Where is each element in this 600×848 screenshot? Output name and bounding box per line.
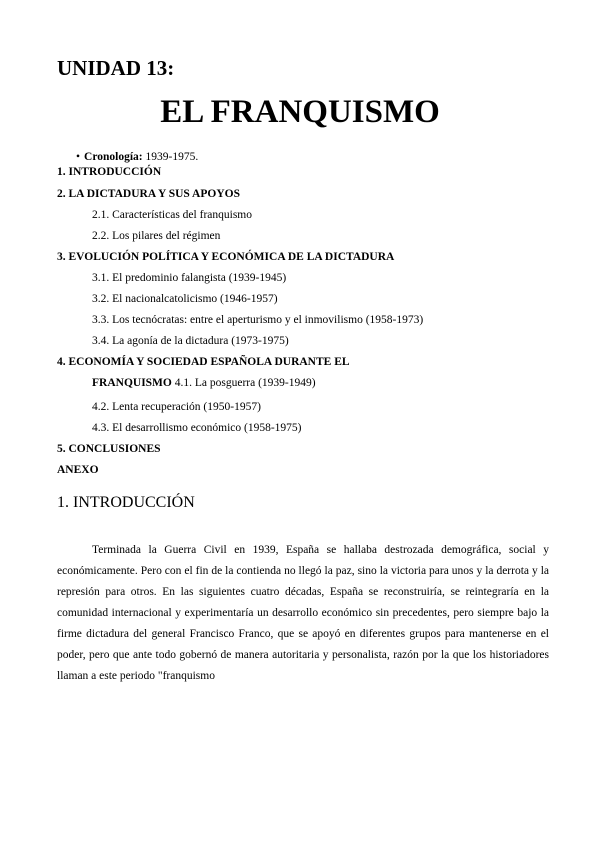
toc-subitem-3-2: 3.2. El nacionalcatolicismo (1946-1957)	[92, 293, 278, 305]
bullet-icon: •	[76, 151, 81, 163]
toc-item-conclusiones: 5. CONCLUSIONES	[57, 443, 161, 455]
section-heading-introduccion: 1. INTRODUCCIÓN	[57, 494, 195, 511]
toc-item-anexo: ANEXO	[57, 464, 99, 476]
toc-subitem-2-1: 2.1. Características del franquismo	[92, 209, 252, 221]
intro-paragraph: Terminada la Guerra Civil en 1939, España se hallaba destrozada demográfica, social y económicamente. Pero con el fin de la contienda no llegó la paz, sino la victoria para unos y la derrota y la represión para otros. En las siguientes cuatro décadas, España se reconstruiría, se reintegraría en la comunidad internacional y experimentaría un desarrollo económico sin precedentes, pero siempre bajo la firme dictadura del general Francisco Franco, que se apoyó en diferentes grupos para mantenerse en el poder, pero que ante todo gobernó de manera autoritaria y personalista, razón por la que los historiadores llaman a este periodo "franquismo	[57, 544, 549, 682]
chronology-value: 1939-1975.	[145, 151, 199, 163]
toc-subitem-4-2: 4.2. Lenta recuperación (1950-1957)	[92, 401, 261, 413]
chronology-line	[76, 151, 198, 163]
toc-item-dictadura: 2. LA DICTADURA Y SUS APOYOS	[57, 188, 240, 200]
page-title: EL FRANQUISMO	[160, 94, 440, 130]
toc-subitem-3-1: 3.1. El predominio falangista (1939-1945)	[92, 272, 287, 284]
toc-subitem-3-4: 3.4. La agonía de la dictadura (1973-1975)	[92, 335, 289, 347]
toc-subitem-3-3: 3.3. Los tecnócratas: entre el aperturismo y el inmovilismo (1958-1973)	[92, 314, 424, 326]
unit-label: UNIDAD 13:	[57, 56, 175, 80]
toc-item-economia-continued	[92, 377, 316, 389]
chronology-label: Cronología:	[84, 151, 143, 163]
toc-item-introduccion: 1. INTRODUCCIÓN	[57, 166, 162, 178]
toc-item-economia: 4. ECONOMÍA Y SOCIEDAD ESPAÑOLA DURANTE EL	[57, 356, 350, 368]
toc-item-evolucion: 3. EVOLUCIÓN POLÍTICA Y ECONÓMICA DE LA DICTADURA	[57, 251, 395, 263]
toc-subitem-4-3: 4.3. El desarrollismo económico (1958-1975)	[92, 422, 302, 434]
toc-subitem-2-2: 2.2. Los pilares del régimen	[92, 230, 221, 242]
toc-subitem-4-1: 4.1. La posguerra (1939-1949)	[174, 377, 316, 389]
toc-item-economia-line2: FRANQUISMO	[92, 377, 172, 389]
